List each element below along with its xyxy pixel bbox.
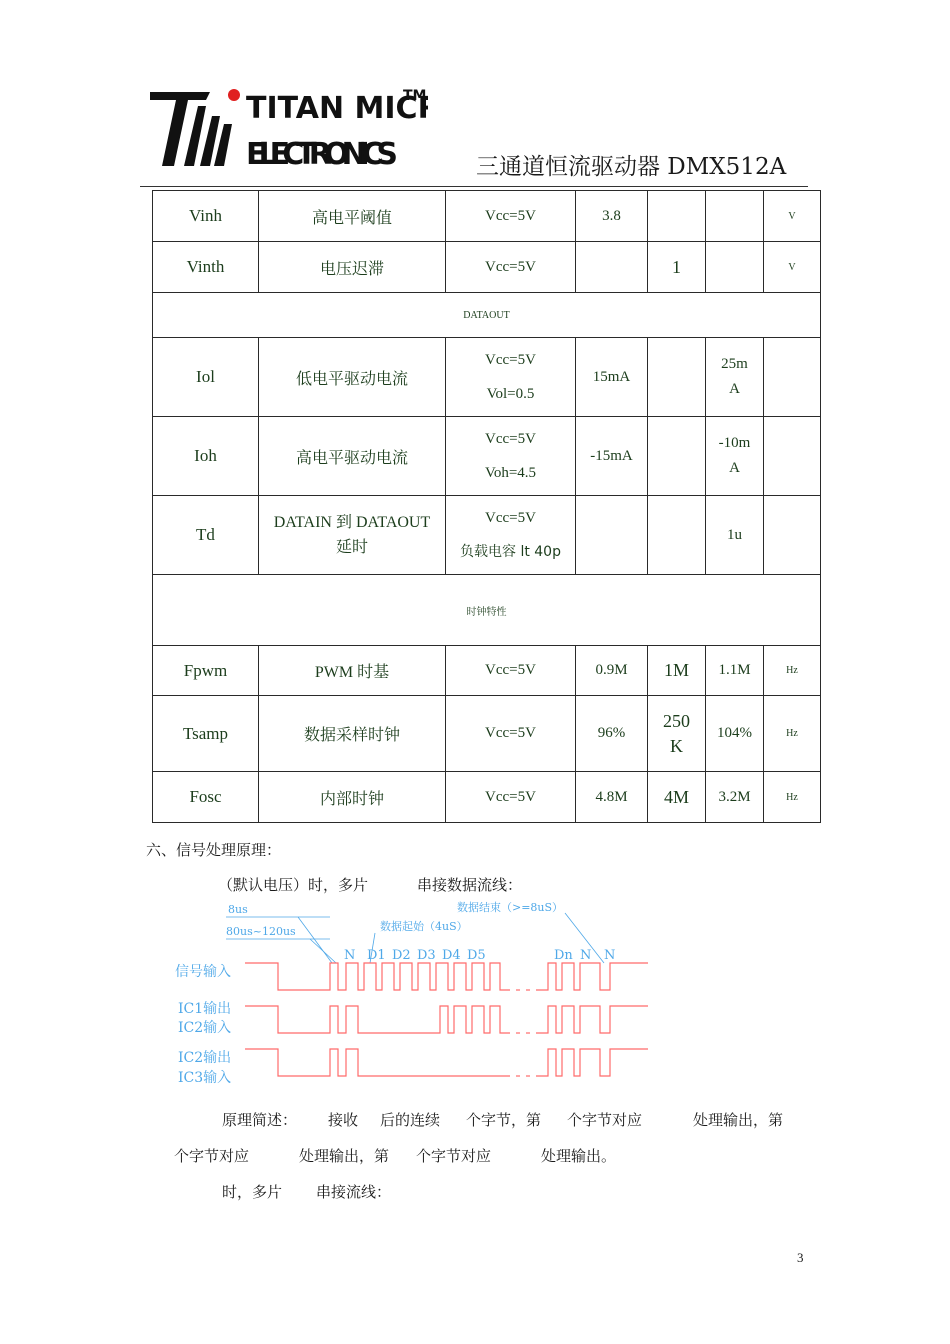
bit-label: N — [344, 948, 356, 963]
cell-symbol: Ioh — [153, 417, 259, 496]
label-8us: 8us — [228, 903, 248, 916]
cell-min: 96% — [576, 696, 648, 772]
cell-desc: 电压迟滞 — [259, 242, 446, 293]
bit-label: D3 — [417, 948, 436, 963]
principle-text-2: 接收 — [328, 1111, 359, 1129]
cell-cond — [446, 496, 576, 575]
principle-text-4: 个字节，第 — [466, 1111, 542, 1129]
cell-min — [576, 242, 648, 293]
table-row — [153, 242, 821, 293]
cell-desc: 内部时钟 — [259, 772, 446, 823]
cell-max — [706, 338, 764, 417]
bit-label: D4 — [442, 948, 461, 963]
principle-text-5: 个字节对应 — [567, 1111, 643, 1129]
row-label-ic3-in: IC3输入 — [178, 1070, 232, 1086]
logo-text-line1: TITAN MIC — [246, 91, 418, 126]
cell-max — [706, 191, 764, 242]
cond-line1: Vcc=5V — [485, 431, 536, 447]
cell-unit: Hz — [764, 696, 821, 772]
cell-max — [706, 417, 764, 496]
cell-cond — [446, 417, 576, 496]
section-clock: 时钟特性 — [153, 575, 821, 646]
table-row — [153, 696, 821, 772]
table-section-row — [153, 575, 821, 646]
cond-line1: Vcc=5V — [485, 510, 536, 526]
principle-text-3: 后的连续 — [380, 1111, 441, 1129]
desc-line2: 延时 — [335, 539, 368, 556]
cell-min: 3.8 — [576, 191, 648, 242]
diagram-caption-b: 串接数据流线： — [417, 876, 523, 894]
cell-symbol: Iol — [153, 338, 259, 417]
footer-line-a: 时，多片 — [222, 1183, 283, 1201]
principle-text-6: 处理输出，第 — [693, 1111, 784, 1129]
principle-text-1: 原理简述： — [222, 1111, 298, 1129]
cell-symbol: Vinth — [153, 242, 259, 293]
cell-symbol: Td — [153, 496, 259, 575]
cell-max — [706, 242, 764, 293]
bit-label: N — [604, 948, 616, 963]
cell-unit: Hz — [764, 646, 821, 696]
cell-min: 15mA — [576, 338, 648, 417]
bit-label: D2 — [392, 948, 411, 963]
typ-line1: 250 — [663, 710, 690, 731]
cell-min: 0.9M — [576, 646, 648, 696]
cell-desc: 数据采样时钟 — [259, 696, 446, 772]
cell-symbol: Tsamp — [153, 696, 259, 772]
cell-min: 4.8M — [576, 772, 648, 823]
bit-label: N — [580, 948, 592, 963]
cell-min — [576, 496, 648, 575]
cell-cond: Vcc=5V — [446, 772, 576, 823]
table-row — [153, 417, 821, 496]
cell-desc: 高电平驱动电流 — [259, 417, 446, 496]
spec-table — [152, 190, 821, 823]
table-row — [153, 772, 821, 823]
cell-unit: Hz — [764, 772, 821, 823]
cond-line2: 负载电容 lt 40p — [460, 544, 561, 560]
cell-desc: PWM 时基 — [259, 646, 446, 696]
cell-typ — [648, 496, 706, 575]
table-row — [153, 338, 821, 417]
label-data-start: 数据起始（4uS） — [380, 920, 468, 933]
cell-unit: V — [764, 242, 821, 293]
bit-label: D5 — [467, 948, 486, 963]
cell-typ — [648, 417, 706, 496]
cell-max: 1.1M — [706, 646, 764, 696]
cell-max: 1u — [706, 496, 764, 575]
logo-tm: TM — [403, 88, 427, 104]
cell-max: 104% — [706, 696, 764, 772]
cell-symbol: Fpwm — [153, 646, 259, 696]
bit-label: D1 — [367, 948, 386, 963]
max-line2: A — [729, 460, 740, 476]
logo-text-line2: ELECTRONICS — [246, 137, 398, 172]
cond-line2: Vol=0.5 — [486, 386, 535, 402]
cell-typ — [648, 338, 706, 417]
diagram-caption-a: （默认电压）时，多片 — [218, 876, 369, 894]
cell-unit: V — [764, 191, 821, 242]
row-label-ic2-in: IC2输入 — [178, 1020, 232, 1036]
cell-min: -15mA — [576, 417, 648, 496]
section-dataout: DATAOUT — [153, 293, 821, 338]
max-line1: -10m — [718, 435, 751, 451]
cell-unit — [764, 417, 821, 496]
max-line1: 25m — [721, 356, 748, 372]
cell-typ: 1 — [648, 242, 706, 293]
titan-logo-mark — [148, 82, 428, 172]
row-label-ic2-out: IC2输出 — [178, 1050, 232, 1066]
footer-line-b: 串接流线： — [316, 1183, 392, 1201]
cell-symbol: Fosc — [153, 772, 259, 823]
cell-symbol: Vinh — [153, 191, 259, 242]
bit-label: Dn — [554, 948, 573, 963]
principle-text-8: 处理输出，第 — [299, 1147, 390, 1165]
section-heading: 六、信号处理原理： — [146, 841, 282, 859]
cell-typ: 4M — [648, 772, 706, 823]
cell-desc: 低电平驱动电流 — [259, 338, 446, 417]
table-row — [153, 646, 821, 696]
cond-line2: Voh=4.5 — [484, 465, 537, 481]
page-number: 3 — [797, 1250, 804, 1265]
cell-cond: Vcc=5V — [446, 191, 576, 242]
max-line2: A — [729, 381, 740, 397]
row-label-ic1-out: IC1输出 — [178, 1001, 232, 1017]
table-row — [153, 191, 821, 242]
principle-text-7: 个字节对应 — [174, 1147, 250, 1165]
principle-text-10: 处理输出。 — [541, 1147, 617, 1165]
label-80us: 80us~120us — [226, 925, 296, 938]
cell-cond: Vcc=5V — [446, 696, 576, 772]
cond-line1: Vcc=5V — [485, 352, 536, 368]
cell-max: 3.2M — [706, 772, 764, 823]
cell-cond: Vcc=5V — [446, 242, 576, 293]
cell-typ: 1M — [648, 646, 706, 696]
cell-cond: Vcc=5V — [446, 646, 576, 696]
cell-typ — [648, 191, 706, 242]
principle-text-9: 个字节对应 — [416, 1147, 492, 1165]
timing-diagram — [170, 895, 660, 1090]
cell-desc: 高电平阈值 — [259, 191, 446, 242]
typ-line2: K — [670, 735, 683, 756]
company-logo — [148, 82, 428, 172]
label-data-end: 数据结束（>=8uS） — [457, 901, 564, 914]
cell-desc — [259, 496, 446, 575]
row-label-signal: 信号输入 — [175, 964, 231, 980]
table-row — [153, 496, 821, 575]
desc-line1: DATAIN 到 DATAOUT — [273, 514, 431, 531]
cell-unit — [764, 496, 821, 575]
cell-typ — [648, 696, 706, 772]
document-title: 三通道恒流驱动器 DMX512A — [476, 154, 787, 180]
cell-unit — [764, 338, 821, 417]
table-section-row — [153, 293, 821, 338]
header-divider — [140, 186, 808, 187]
cell-cond — [446, 338, 576, 417]
